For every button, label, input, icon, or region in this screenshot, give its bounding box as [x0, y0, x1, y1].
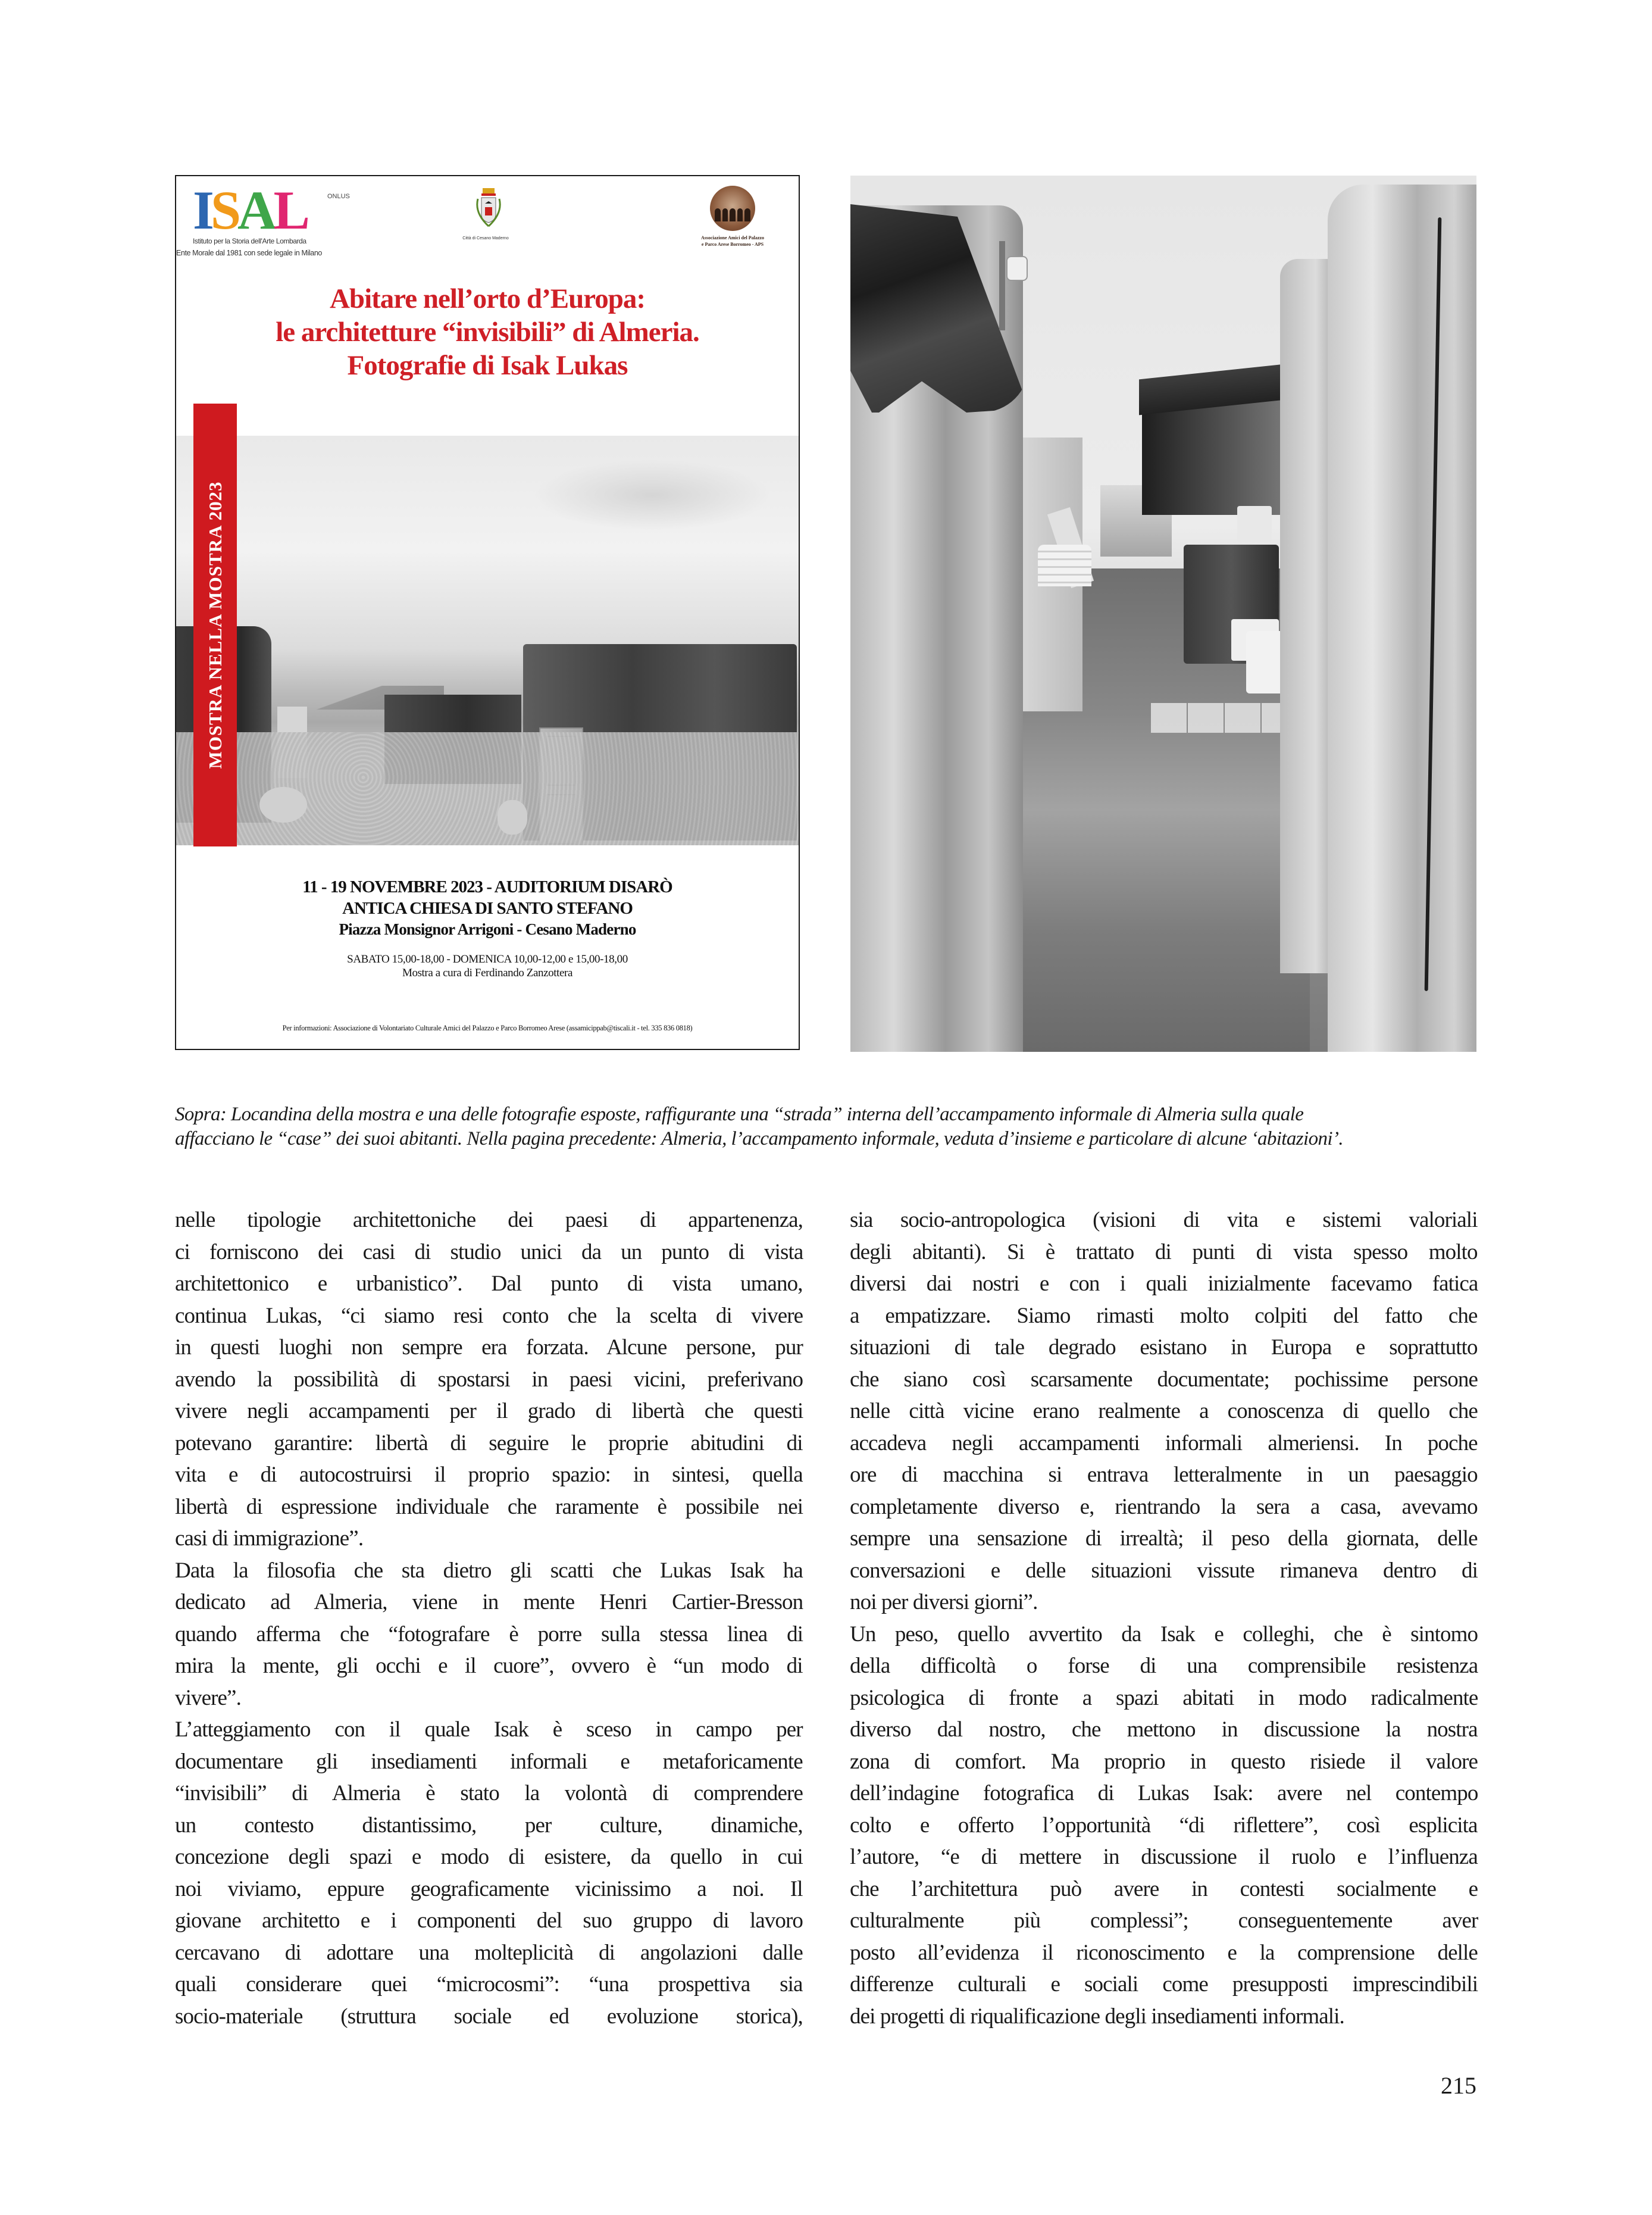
body-text-line: vita e di autocostruirsi il proprio spazio: in sintesi, quella	[175, 1463, 803, 1487]
body-text-line: nelle tipologie architettoniche dei paesi di appartenenza,	[175, 1208, 803, 1232]
body-text-line: quando afferma che “fotografare è porre sulla stessa linea di	[175, 1622, 803, 1647]
body-text-line: diversi dai nostri e con i quali inizialmente facevamo fatica	[850, 1271, 1478, 1296]
body-text-line: dei progetti di riqualificazione degli insediamenti informali.	[850, 2004, 1344, 2029]
body-text-line: diverso dal nostro, che mettono in discussione la nostra	[850, 1717, 1478, 1742]
body-text-line: libertà di espressione individuale che raramente è possibile nei	[175, 1494, 803, 1519]
exhibition-poster	[175, 175, 800, 1050]
body-text-line: L’atteggiamento con il quale Isak è sceso in campo per	[175, 1717, 803, 1742]
isal-onlus-label: ONLUS	[327, 193, 350, 200]
body-column-right	[850, 1204, 1478, 2032]
body-text-line: zona di comfort. Ma proprio in questo risiede il valore	[850, 1749, 1478, 1774]
body-text-line: continua Lukas, “ci siamo resi conto che la scelta di vivere	[175, 1303, 803, 1328]
body-text-line: posto all’evidenza il riconoscimento e la comprensione delle	[850, 1940, 1478, 1965]
body-text-line: colto e offerto l’opportunità “di riflettere”, così esplicita	[850, 1813, 1478, 1838]
vertical-red-band	[193, 404, 237, 846]
antenna-pole	[999, 241, 1005, 330]
body-text-line: l’autore, “e di mettere in discussione il ruolo e l’influenza	[850, 1845, 1478, 1869]
coat-of-arms-icon	[474, 187, 503, 230]
body-text-line: casi di immigrazione”.	[175, 1526, 364, 1551]
body-text-line: che siano così scarsamente documentate; pochissime persone	[850, 1367, 1478, 1392]
body-text-line: situazioni di tale degrado esistano in Europa e soprattutto	[850, 1335, 1478, 1360]
body-text-line: vivere negli accampamenti per il grado di libertà che questi	[175, 1399, 803, 1423]
body-text-line: mira la mente, gli occhi e il cuore”, ovvero è “un modo di	[175, 1654, 803, 1678]
event-church: ANTICA CHIESA DI SANTO STEFANO	[342, 899, 633, 918]
body-text-line: completamente diverso e, rientrando la sera a casa, avevamo	[850, 1494, 1478, 1519]
body-text-line: degli abitanti). Si è trattato di punti di vista spesso molto	[850, 1239, 1478, 1264]
body-text-line: differenze culturali e sociali come presupposti imprescindibili	[850, 1972, 1478, 1997]
body-text-line: quali considerare quei “microcosmi”: “una prospettiva sia	[175, 1972, 803, 1997]
poster-logos	[176, 176, 799, 277]
event-address: Piazza Monsignor Arrigoni - Cesano Maderno	[339, 920, 636, 938]
body-text-line: architettonico e urbanistico”. Dal punto di vista umano,	[175, 1271, 803, 1296]
event-curator: Mostra a cura di Ferdinando Zanzottera	[402, 967, 573, 979]
body-text-line: documentare gli insediamenti informali e metaforicamente	[175, 1749, 803, 1774]
body-text-line: cercavano di adottare una molteplicità di angolazioni dalle	[175, 1940, 803, 1965]
camp-street-photo	[850, 176, 1476, 1052]
poster-event-info	[176, 876, 799, 980]
page-number: 215	[1441, 2072, 1476, 2099]
body-text-line: noi per diversi giorni”.	[850, 1590, 1038, 1614]
body-text-line: accadeva negli accampamenti informali almeriensi. In poche	[850, 1430, 1478, 1455]
antenna-dish	[1006, 256, 1028, 281]
body-text-line: della difficoltà o forse di una comprensibile resistenza	[850, 1654, 1478, 1678]
body-text-line: potevano garantire: libertà di seguire le proprie abitudini di	[175, 1430, 803, 1455]
isal-subtitle-2: Ente Morale dal 1981 con sede legale in Milano	[176, 249, 322, 257]
body-text-line: socio-materiale (struttura sociale ed evoluzione storica),	[175, 2004, 803, 2029]
body-text-line: giovane architetto e i componenti del suo gruppo di lavoro	[175, 1908, 803, 1933]
crest-caption: Città di Cesano Maderno	[462, 236, 509, 240]
body-text-line: avendo la possibilità di spostarsi in paesi vicini, preferivano	[175, 1367, 803, 1392]
body-text-line: culturalmente più complessi”; conseguentemente aver	[850, 1908, 1478, 1933]
figure-caption: Sopra: Locandina della mostra e una delle fotografie esposte, raffigurante una “strada” interna dell’accampamento informale di Almeria sulla quale affacciano le “case” dei suoi abitanti. Nella pagina precedente: Almeria, l’accampamento informale, veduta d’insieme e particolare di alcune ‘abitazioni’.	[175, 1104, 1343, 1149]
body-text-line: in questi luoghi non sempre era forzata. Alcune persone, pur	[175, 1335, 803, 1360]
palazzo-emblem-icon	[710, 186, 755, 231]
association-logo	[676, 186, 789, 248]
body-text-line: dell’indagine fotografica di Lukas Isak: avere nel contempo	[850, 1781, 1478, 1805]
body-text-line: sempre una sensazione di irrealtà; il peso della giornata, delle	[850, 1526, 1478, 1551]
body-text-line: Data la filosofia che sta dietro gli scatti che Lukas Isak ha	[175, 1558, 803, 1583]
association-caption-1: Associazione Amici del Palazzo	[701, 235, 764, 240]
body-text-line: ci forniscono dei casi di studio unici da un punto di vista	[175, 1239, 803, 1264]
body-text-line: che l’architettura può avere in contesti socialmente e	[850, 1876, 1478, 1901]
body-text-line: sia socio-antropologica (visioni di vita e sistemi valoriali	[850, 1208, 1478, 1232]
body-column-left	[175, 1204, 803, 2032]
event-dates-venue: 11 - 19 NOVEMBRE 2023 - AUDITORIUM DISARÒ	[302, 877, 672, 896]
body-text-line: nelle città vicine erano realmente a conoscenza di quello che	[850, 1399, 1478, 1423]
event-contact: Per informazioni: Associazione di Volontariato Culturale Amici del Palazzo e Parco Borromeo Arese (assamicippab@tiscali.it - tel. 335 836 0818)	[282, 1024, 693, 1032]
isal-logo	[176, 180, 350, 257]
body-text-line: Un peso, quello avvertito da Isak e colleghi, che è sintomo	[850, 1622, 1478, 1647]
body-text-line: “invisibili” di Almeria è stato la volontà di comprendere	[175, 1781, 803, 1805]
poster-photo-shack	[176, 436, 800, 845]
body-text-line: concezione degli spazi e modo di esistere, da quello in cui	[175, 1845, 803, 1869]
body-text-line: noi viviamo, eppure geograficamente vicinissimo a noi. Il	[175, 1876, 803, 1901]
body-text-line: ore di macchina si entrava letteralmente in un paesaggio	[850, 1463, 1478, 1487]
band-text: MOSTRA NELLA MOSTRA 2023	[204, 481, 226, 769]
association-caption-2: e Parco Arese Borromeo - APS	[701, 242, 764, 247]
body-text-line: dedicato ad Almeria, viene in mente Henri Cartier-Bresson	[175, 1590, 803, 1614]
poster-title: Abitare nell’orto d’Europa: le architetture “invisibili” di Almeria. Fotografie di Isak Lukas	[276, 283, 699, 381]
event-hours: SABATO 15,00-18,00 - DOMENICA 10,00-12,00 e 15,00-18,00	[347, 953, 628, 966]
body-text-line: a empatizzare. Siamo rimasti molto colpiti del fatto che	[850, 1303, 1478, 1328]
city-crest-logo	[462, 187, 509, 240]
body-text-line: un contesto distantissimo, per culture, dinamiche,	[175, 1813, 803, 1838]
isal-wordmark: ISAL	[193, 180, 306, 240]
isal-subtitle: Istituto per la Storia dell'Arte Lombarda	[193, 237, 306, 245]
body-text-line: psicologica di fronte a spazi abitati in modo radicalmente	[850, 1685, 1478, 1710]
body-text-line: conversazioni e delle situazioni vissute rimaneva dentro di	[850, 1558, 1478, 1583]
body-text-line: vivere”.	[175, 1685, 241, 1710]
